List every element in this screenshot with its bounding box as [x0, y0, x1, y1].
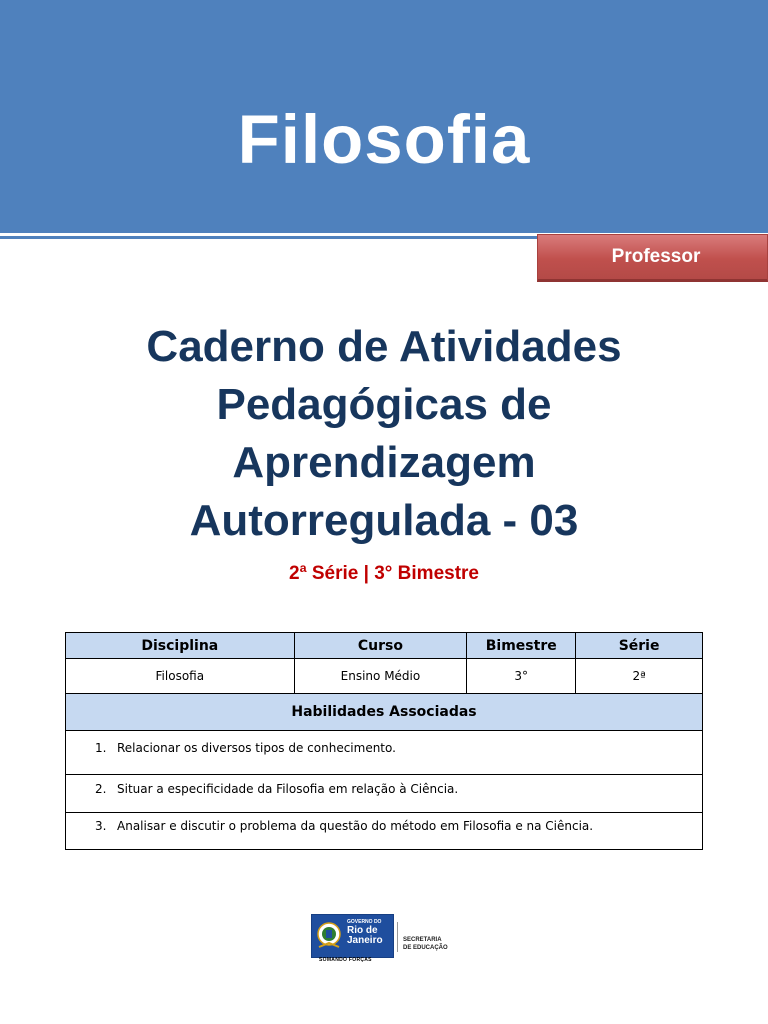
secretaria-line-1: SECRETARIA: [403, 937, 442, 943]
value-serie: 2ª: [576, 659, 703, 694]
header-curso: Curso: [294, 633, 467, 659]
habilidades-header: Habilidades Associadas: [66, 694, 703, 731]
habilidade-row: [66, 775, 703, 813]
document-subtitle: 2ª Série | 3° Bimestre: [289, 563, 479, 584]
professor-tab-label: Professor: [611, 246, 701, 267]
secretaria-label: [403, 936, 448, 952]
title-line: Caderno de Atividades: [146, 322, 622, 371]
habilidade-number: 1.: [95, 741, 107, 755]
value-curso: Ensino Médio: [294, 659, 467, 694]
header-banner: [0, 0, 768, 233]
title-line: Pedagógicas de: [216, 380, 552, 429]
header-bimestre: Bimestre: [467, 633, 576, 659]
banner-title: Filosofia: [237, 101, 531, 178]
professor-tab: [537, 234, 768, 282]
habilidade-text: Analisar e discutir o problema da questão do método em Filosofia e na Ciência.: [117, 819, 594, 833]
habilidade-number: 2.: [95, 782, 107, 796]
header-serie: Série: [576, 633, 703, 659]
table-header-row: [66, 633, 703, 659]
header-rule: [0, 236, 538, 239]
logo-divider: [397, 922, 398, 952]
info-table: [65, 632, 703, 850]
habilidade-item: [66, 813, 703, 850]
secretaria-line-2: DE EDUCAÇÃO: [403, 945, 448, 951]
habilidade-item: [66, 731, 703, 775]
government-logo: [311, 914, 457, 966]
rio-de-janeiro-logo: [311, 914, 394, 958]
habilidade-row: [66, 813, 703, 850]
motto: SOMANDO FORÇAS: [319, 957, 372, 963]
header-disciplina: Disciplina: [66, 633, 295, 659]
gov-name-line-1: Rio de: [347, 925, 378, 936]
value-bimestre: 3°: [467, 659, 576, 694]
coat-of-arms-icon: [316, 919, 342, 951]
habilidade-text: Situar a especificidade da Filosofia em relação à Ciência.: [117, 782, 459, 796]
habilidade-number: 3.: [95, 819, 107, 833]
document-title: [0, 318, 768, 550]
habilidade-item: [66, 775, 703, 813]
title-line: Autorregulada - 03: [189, 496, 579, 545]
title-line: Aprendizagem: [232, 438, 536, 487]
gov-name-line-2: Janeiro: [347, 935, 383, 946]
table-row: [66, 659, 703, 694]
gov-small-text: GOVERNO DO: [347, 919, 382, 925]
habilidade-text: Relacionar os diversos tipos de conhecimento.: [117, 741, 396, 755]
value-disciplina: Filosofia: [66, 659, 295, 694]
habilidades-header-row: [66, 694, 703, 731]
habilidade-row: [66, 731, 703, 775]
